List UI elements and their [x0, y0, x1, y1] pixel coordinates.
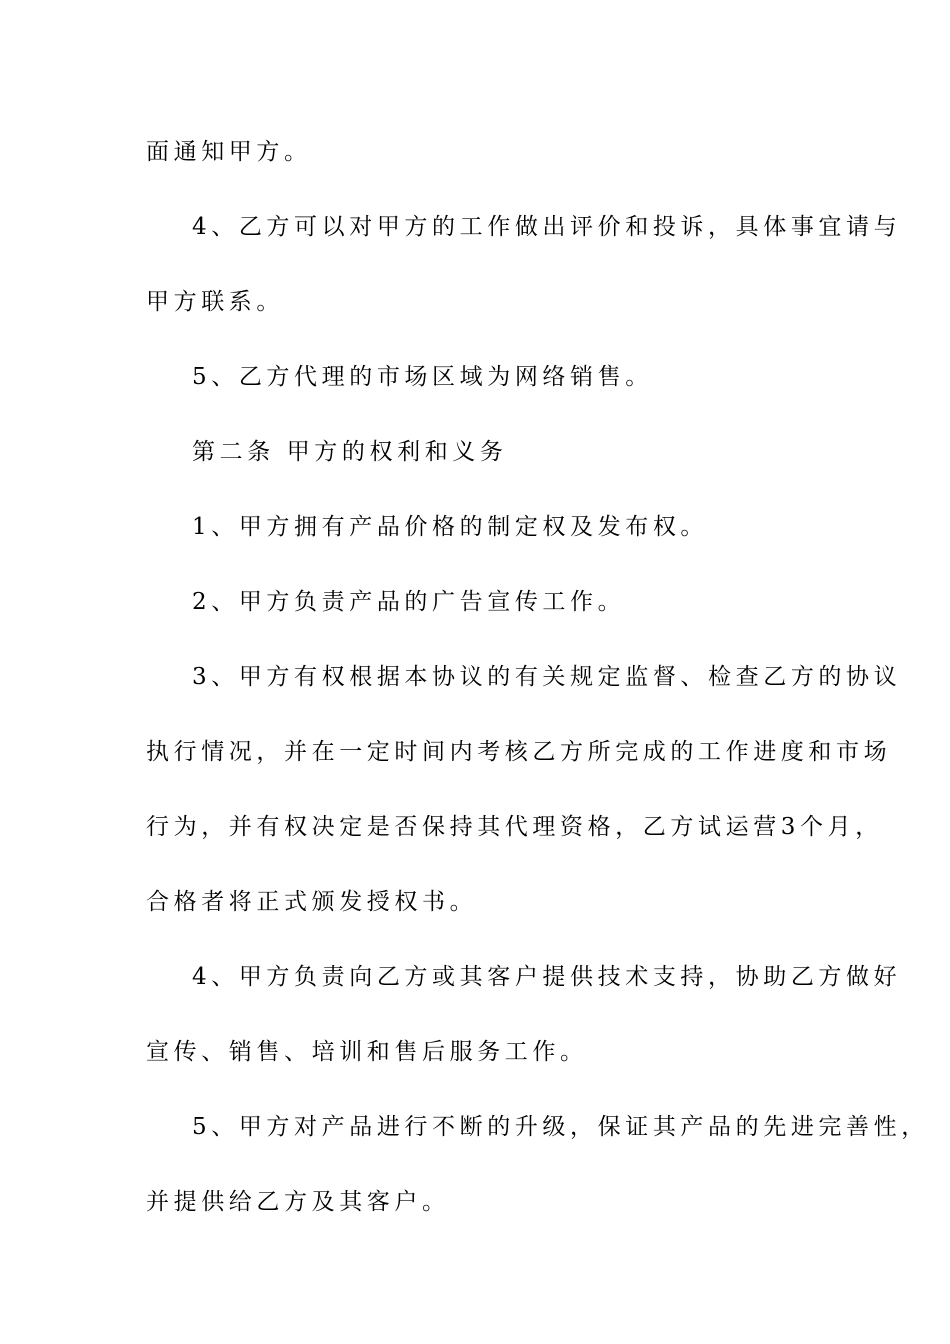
paragraph-line: 3、甲方有权根据本协议的有关规定监督、检查乙方的协议 [192, 664, 902, 690]
paragraph-line: 甲方联系。 [146, 289, 284, 315]
paragraph-line: 5、乙方代理的市场区域为网络销售。 [192, 364, 653, 390]
paragraph-line: 并提供给乙方及其客户。 [146, 1189, 450, 1215]
paragraph-line: 合格者将正式颁发授权书。 [146, 889, 478, 915]
paragraph-line: 2、甲方负责产品的广告宣传工作。 [192, 589, 626, 615]
paragraph-line: 4、甲方负责向乙方或其客户提供技术支持，协助乙方做好 [192, 964, 902, 990]
paragraph-line: 1、甲方拥有产品价格的制定权及发布权。 [192, 514, 709, 540]
paragraph-line: 行为，并有权决定是否保持其代理资格，乙方试运营3个月， [146, 814, 883, 840]
paragraph-line: 5、甲方对产品进行不断的升级，保证其产品的先进完善性， [192, 1114, 929, 1140]
section-heading: 第二条 甲方的权利和义务 [192, 439, 508, 465]
paragraph-line: 4、乙方可以对甲方的工作做出评价和投诉，具体事宜请与 [192, 214, 902, 240]
paragraph-line: 执行情况，并在一定时间内考核乙方所完成的工作进度和市场 [146, 739, 892, 765]
paragraph-line: 宣传、销售、培训和售后服务工作。 [146, 1039, 588, 1065]
paragraph-line: 面通知甲方。 [146, 139, 312, 165]
